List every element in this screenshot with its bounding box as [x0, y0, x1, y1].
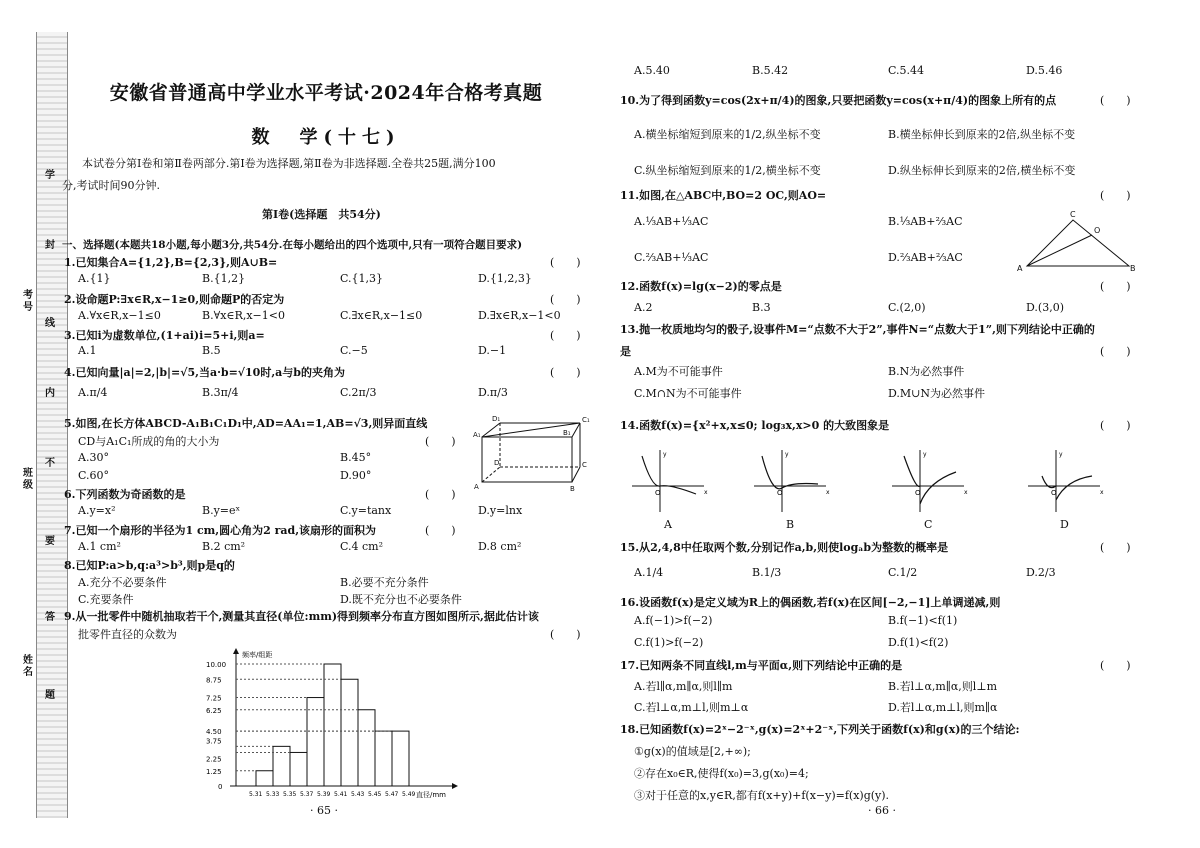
binding-label: 姓名	[23, 655, 33, 678]
question-9: 9.从一批零件中随机抽取若干个,测量其直径(单位:mm)得到频率分布直方图如图所示,据此估计该	[64, 610, 539, 623]
q12-option: A.2	[634, 301, 653, 314]
q16-option: D.f(1)<f(2)	[888, 636, 949, 649]
answer-paren-5[interactable]: ( )	[425, 435, 456, 448]
q8-option: C.充要条件	[78, 593, 134, 606]
y-tick-label: 8.75	[206, 676, 222, 685]
histogram-bar	[358, 710, 375, 786]
q18-statement: ①g(x)的值域是[2,+∞);	[634, 745, 751, 758]
y-tick-label: 6.25	[206, 706, 222, 715]
question-1: 1.已知集合A={1,2},B={2,3},则A∪B=	[64, 256, 278, 269]
svg-text:x: x	[826, 489, 830, 496]
svg-text:C: C	[1070, 210, 1076, 219]
y-tick-label: 7.25	[206, 694, 222, 703]
q4-option: A.π/4	[78, 386, 108, 399]
y-tick-label: 4.50	[206, 728, 222, 737]
y-tick-label: 1.25	[206, 767, 222, 776]
x-tick-label: 5.33	[266, 791, 280, 798]
answer-paren-12[interactable]: ( )	[1100, 280, 1131, 293]
x-tick-label: 5.49	[402, 791, 416, 798]
q7-option: C.4 cm²	[340, 540, 384, 553]
question-6: 6.下列函数为奇函数的是	[64, 488, 186, 501]
q16-option: B.f(−1)<f(1)	[888, 614, 958, 627]
q16-option: A.f(−1)>f(−2)	[634, 614, 713, 627]
intro-line-2: 分,考试时间90分钟.	[62, 179, 160, 192]
answer-paren-9[interactable]: ( )	[550, 628, 581, 641]
y-tick-label: 2.25	[206, 755, 222, 764]
svg-text:B₁: B₁	[563, 429, 571, 437]
answer-paren-13[interactable]: ( )	[1100, 345, 1131, 358]
q4-option: D.π/3	[478, 386, 508, 399]
q1-option: C.{1,3}	[340, 272, 384, 285]
q9-option: D.5.46	[1026, 64, 1063, 77]
svg-text:x: x	[1100, 489, 1104, 496]
svg-text:A: A	[474, 483, 479, 491]
svg-text:y: y	[1059, 451, 1063, 458]
q5-option: D.90°	[340, 469, 372, 482]
q1-option: B.{1,2}	[202, 272, 246, 285]
q15-option: A.1/4	[634, 566, 664, 579]
question-11: 11.如图,在△ABC中,BO=2 OC,则AO=	[620, 189, 827, 202]
frequency-histogram	[190, 648, 470, 800]
q13-option: C.M∩N为不可能事件	[634, 387, 742, 400]
answer-paren-17[interactable]: ( )	[1100, 659, 1131, 672]
answer-paren-3[interactable]: ( )	[550, 329, 581, 342]
intro-line-1: 本试卷分第Ⅰ卷和第Ⅱ卷两部分.第Ⅰ卷为选择题,第Ⅱ卷为非选择题.全卷共25题,满分100	[82, 157, 496, 170]
question-4: 4.已知向量|a|=2,|b|=√5,当a·b=√10时,a与b的夹角为	[64, 366, 345, 379]
q18-statement: ②存在x₀∈R,使得f(x₀)=3,g(x₀)=4;	[634, 767, 809, 780]
question-16: 16.设函数f(x)是定义域为R上的偶函数,若f(x)在区间[−2,−1]上单调递减,则	[620, 596, 1001, 609]
binding-label: 封	[45, 240, 55, 251]
origin-label: 0	[218, 783, 223, 791]
q9-option: A.5.40	[634, 64, 670, 77]
histogram-bar	[307, 698, 324, 786]
q10-option: C.纵坐标缩短到原来的1/2,横坐标不变	[634, 164, 821, 177]
q11-option: D.⅔AB+⅔AC	[888, 251, 963, 264]
y-tick-label: 3.75	[206, 737, 222, 746]
svg-text:x: x	[704, 489, 708, 496]
page-number-right: · 66 ·	[868, 804, 896, 817]
q17-option: D.若l⊥α,m⊥l,则m∥α	[888, 701, 998, 714]
binding-label: 线	[45, 318, 55, 329]
binding-label: 题	[45, 690, 55, 701]
answer-paren-4[interactable]: ( )	[550, 366, 581, 379]
svg-text:C₁: C₁	[582, 416, 590, 424]
svg-text:O: O	[1094, 226, 1101, 235]
question-8: 8.已知P:a>b,q:a³>b³,则p是q的	[64, 559, 235, 572]
binding-label: 不	[45, 458, 55, 469]
q11-option: B.⅓AB+⅔AC	[888, 215, 963, 228]
q14-graph-option	[1026, 448, 1106, 516]
q5-option: C.60°	[78, 469, 110, 482]
q3-option: B.5	[202, 344, 221, 357]
q12-option: C.(2,0)	[888, 301, 926, 314]
q9-option: C.5.44	[888, 64, 925, 77]
binding-label: 内	[45, 388, 55, 399]
binding-label: 要	[45, 536, 55, 547]
q5-option: B.45°	[340, 451, 372, 464]
question-15: 15.从2,4,8中任取两个数,分别记作a,b,则使logₐb为整数的概率是	[620, 541, 949, 554]
question-12: 12.函数f(x)=lg(x−2)的零点是	[620, 280, 782, 293]
question-9-cont: 批零件直径的众数为	[78, 628, 177, 641]
q5-option: A.30°	[78, 451, 109, 464]
question-3: 3.已知i为虚数单位,(1+ai)i=5+i,则a=	[64, 329, 265, 342]
x-tick-label: 5.35	[283, 791, 297, 798]
q3-option: C.−5	[340, 344, 368, 357]
q14-graph-option	[890, 448, 970, 516]
histogram-bar	[290, 752, 307, 786]
q2-option: A.∀x∈R,x−1≤0	[78, 309, 161, 322]
answer-paren-14[interactable]: ( )	[1100, 419, 1131, 432]
svg-text:y: y	[663, 451, 667, 458]
q17-option: C.若l⊥α,m⊥l,则m⊥α	[634, 701, 749, 714]
x-tick-label: 5.39	[317, 791, 331, 798]
answer-paren-7[interactable]: ( )	[425, 524, 456, 537]
q3-option: A.1	[78, 344, 97, 357]
q15-option: D.2/3	[1026, 566, 1056, 579]
svg-text:C: C	[582, 461, 587, 469]
q13-option: A.M为不可能事件	[634, 365, 723, 378]
histogram-bar	[392, 731, 409, 786]
svg-text:x: x	[964, 489, 968, 496]
x-tick-label: 5.47	[385, 791, 399, 798]
q14-graph-label: C	[924, 518, 933, 531]
y-tick-label: 10.00	[206, 661, 227, 669]
x-tick-label: 5.41	[334, 791, 348, 798]
triangle-figure	[1015, 208, 1140, 274]
q7-option: A.1 cm²	[78, 540, 121, 553]
svg-text:O: O	[915, 489, 921, 497]
q11-option: C.⅔AB+⅓AC	[634, 251, 709, 264]
binding-label: 答	[45, 612, 55, 623]
answer-paren-2[interactable]: ( )	[550, 293, 581, 306]
q8-option: D.既不充分也不必要条件	[340, 593, 462, 606]
q14-graph-option	[630, 448, 710, 516]
question-5-cont: CD与A₁C₁所成的角的大小为	[78, 435, 220, 448]
svg-text:A₁: A₁	[473, 431, 481, 439]
answer-paren-10[interactable]: ( )	[1100, 94, 1131, 107]
q12-option: D.(3,0)	[1026, 301, 1065, 314]
binding-label: 学	[45, 170, 55, 181]
y-axis-label: 频率/组距	[242, 651, 273, 659]
x-axis-label: 直径/mm	[416, 791, 446, 799]
x-tick-label: 5.45	[368, 791, 382, 798]
q11-option: A.⅓AB+⅓AC	[634, 215, 709, 228]
q9-option: B.5.42	[752, 64, 789, 77]
x-tick-label: 5.43	[351, 791, 365, 798]
svg-text:B: B	[1130, 264, 1136, 273]
q7-option: B.2 cm²	[202, 540, 246, 553]
question-13-cont: 是	[620, 345, 631, 358]
q4-option: B.3π/4	[202, 386, 239, 399]
question-17: 17.已知两条不同直线l,m与平面α,则下列结论中正确的是	[620, 659, 903, 672]
q6-option: C.y=tanx	[340, 504, 392, 517]
q2-option: C.∃x∈R,x−1≤0	[340, 309, 423, 322]
q14-graph-label: B	[786, 518, 795, 531]
question-10: 10.为了得到函数y=cos(2x+π/4)的图象,只要把函数y=cos(x+π/4)的图象上所有的点	[620, 94, 1057, 107]
q10-option: A.横坐标缩短到原来的1/2,纵坐标不变	[634, 128, 821, 141]
q18-statement: ③对于任意的x,y∈R,都有f(x+y)+f(x−y)=f(x)g(y).	[634, 789, 890, 802]
answer-paren-6[interactable]: ( )	[425, 488, 456, 501]
q2-option: D.∃x∈R,x−1<0	[478, 309, 561, 322]
q16-option: C.f(1)>f(−2)	[634, 636, 704, 649]
q13-option: B.N为必然事件	[888, 365, 965, 378]
q14-graph-label: A	[664, 518, 672, 531]
svg-text:O: O	[655, 489, 661, 497]
question-14: 14.函数f(x)={x²+x,x≤0; log₃x,x>0 的大致图象是	[620, 419, 890, 432]
x-axis-arrow	[452, 783, 458, 789]
part-heading: 第Ⅰ卷(选择题 共54分)	[262, 208, 381, 221]
q13-option: D.M∪N为必然事件	[888, 387, 986, 400]
svg-text:A: A	[1017, 264, 1023, 273]
answer-paren-15[interactable]: ( )	[1100, 541, 1131, 554]
q1-option: A.{1}	[78, 272, 111, 285]
q7-option: D.8 cm²	[478, 540, 522, 553]
question-5: 5.如图,在长方体ABCD-A₁B₁C₁D₁中,AD=AA₁=1,AB=√3,则异面直线	[64, 417, 428, 430]
svg-text:y: y	[923, 451, 927, 458]
page-number-left: · 65 ·	[310, 804, 338, 817]
svg-text:O: O	[777, 489, 783, 497]
svg-text:y: y	[785, 451, 789, 458]
q3-option: D.−1	[478, 344, 507, 357]
q14-graph-option	[752, 448, 832, 516]
q8-option: B.必要不充分条件	[340, 576, 429, 589]
question-13: 13.抛一枚质地均匀的骰子,设事件M=“点数不大于2”,事件N=“点数大于1”,则下列结论中正确的	[620, 323, 1095, 336]
q12-option: B.3	[752, 301, 771, 314]
histogram-bar	[324, 664, 341, 786]
question-7: 7.已知一个扇形的半径为1 cm,圆心角为2 rad,该扇形的面积为	[64, 524, 377, 537]
q15-option: B.1/3	[752, 566, 782, 579]
q17-option: B.若l⊥α,m∥α,则l⊥m	[888, 680, 998, 693]
answer-paren-11[interactable]: ( )	[1100, 189, 1131, 202]
page-title: 安徽省普通高中学业水平考试·2024年合格考真题	[109, 82, 543, 104]
q10-option: B.横坐标伸长到原来的2倍,纵坐标不变	[888, 128, 1076, 141]
x-tick-label: 5.31	[249, 791, 263, 798]
histogram-bar	[341, 679, 358, 786]
question-2: 2.设命题P:∃x∈R,x−1≥0,则命题P的否定为	[64, 293, 285, 306]
q17-option: A.若l∥α,m∥α,则l∥m	[634, 680, 733, 693]
q8-option: A.充分不必要条件	[78, 576, 167, 589]
q2-option: B.∀x∈R,x−1<0	[202, 309, 285, 322]
q6-option: A.y=x²	[78, 504, 116, 517]
question-18: 18.已知函数f(x)=2ˣ−2⁻ˣ,g(x)=2ˣ+2⁻ˣ,下列关于函数f(x)和g(x)的三个结论:	[620, 723, 1020, 736]
q6-option: B.y=eˣ	[202, 504, 241, 517]
q10-option: D.纵坐标伸长到原来的2倍,横坐标不变	[888, 164, 1076, 177]
svg-text:B: B	[570, 485, 575, 493]
q6-option: D.y=lnx	[478, 504, 523, 517]
q4-option: C.2π/3	[340, 386, 377, 399]
svg-text:D₁: D₁	[492, 415, 501, 423]
page-subtitle: 数 学(十七)	[251, 127, 401, 148]
y-axis-arrow	[233, 648, 239, 654]
q14-graph-label: D	[1060, 518, 1069, 531]
binding-label: 班级	[23, 468, 33, 491]
svg-text:D: D	[494, 459, 500, 467]
q1-option: D.{1,2,3}	[478, 272, 532, 285]
answer-paren-1[interactable]: ( )	[550, 256, 581, 269]
histogram-bar	[256, 771, 273, 786]
cuboid-figure	[470, 415, 590, 495]
svg-text:O: O	[1051, 489, 1057, 497]
histogram-bar	[375, 731, 392, 786]
section-heading: 一、选择题(本题共18小题,每小题3分,共54分.在每小题给出的四个选项中,只有一项符合题目要求)	[62, 239, 523, 251]
binding-label: 考号	[23, 290, 33, 313]
x-tick-label: 5.37	[300, 791, 314, 798]
q15-option: C.1/2	[888, 566, 918, 579]
